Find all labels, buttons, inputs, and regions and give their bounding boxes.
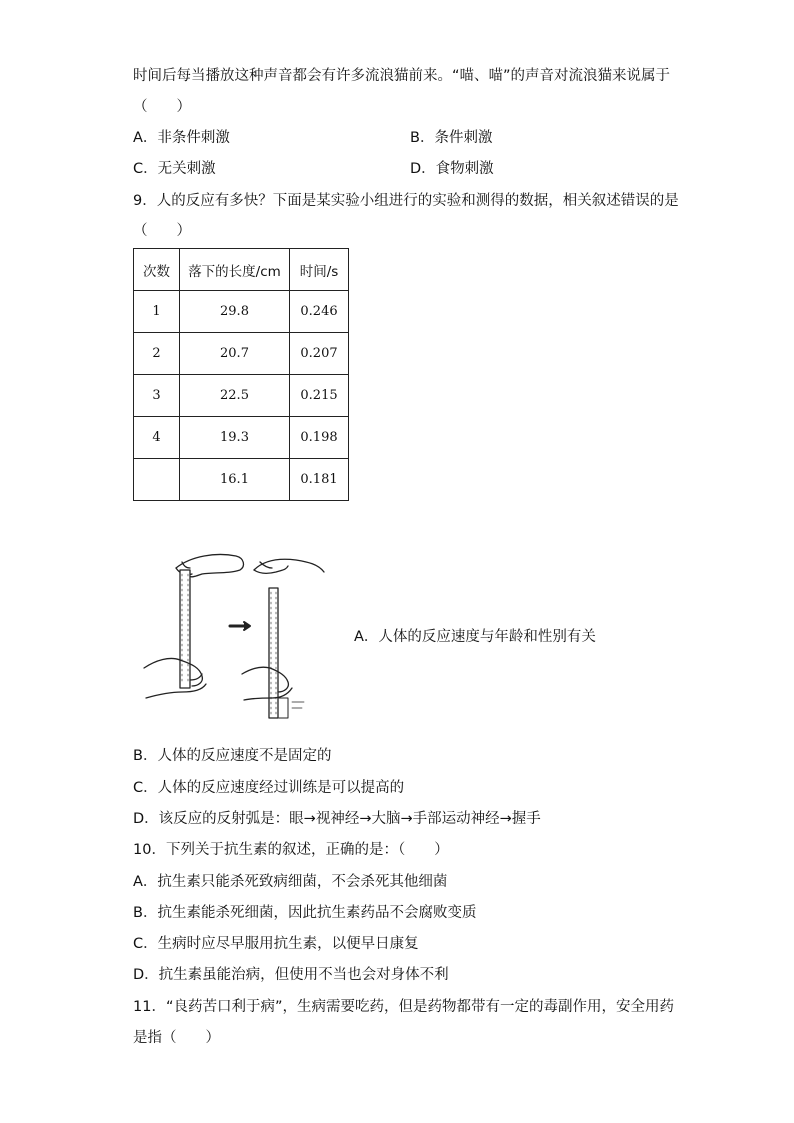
table-row bbox=[134, 417, 349, 459]
table-cell: 0.215 bbox=[290, 375, 349, 417]
q8-option-d[interactable]: D．食物刺激 bbox=[410, 161, 494, 177]
table-cell: 22.5 bbox=[180, 375, 290, 417]
table-row bbox=[134, 333, 349, 375]
table-row bbox=[134, 375, 349, 417]
q10-stem: 10．下列关于抗生素的叙述，正确的是：（ ） bbox=[133, 842, 449, 858]
table-cell: 0.246 bbox=[290, 291, 349, 333]
table-cell: 29.8 bbox=[180, 291, 290, 333]
q10-option-b[interactable]: B．抗生素能杀死细菌，因此抗生素药品不会腐败变质 bbox=[133, 905, 477, 921]
q9-stem: 9．人的反应有多快？下面是某实验小组进行的实验和测得的数据，相关叙述错误的是 bbox=[133, 193, 679, 209]
q9-option-b[interactable]: B．人体的反应速度不是固定的 bbox=[133, 748, 332, 764]
table-cell: 0.181 bbox=[290, 459, 349, 501]
reaction-data-table bbox=[133, 248, 349, 501]
table-cell: 2 bbox=[134, 333, 180, 375]
q9-option-d[interactable]: D．该反应的反射弧是：眼→视神经→大脑→手部运动神经→握手 bbox=[133, 811, 541, 827]
q8-option-c[interactable]: C．无关刺激 bbox=[133, 161, 216, 177]
q8-stem-tail: 时间后每当播放这种声音都会有许多流浪猫前来。“喵、喵”的声音对流浪猫来说属于 bbox=[133, 68, 671, 84]
q9-option-c[interactable]: C．人体的反应速度经过训练是可以提高的 bbox=[133, 780, 405, 796]
table-cell: 20.7 bbox=[180, 333, 290, 375]
table-header-cell: 时间/s bbox=[290, 249, 349, 291]
table-cell bbox=[134, 459, 180, 501]
table-cell: 1 bbox=[134, 291, 180, 333]
table-cell: 19.3 bbox=[180, 417, 290, 459]
q11-stem-line1: 11．“良药苦口利于病”，生病需要吃药，但是药物都带有一定的毒副作用，安全用药 bbox=[133, 999, 674, 1015]
table-cell: 3 bbox=[134, 375, 180, 417]
q9-answer-paren: （ ） bbox=[133, 223, 191, 239]
table-row bbox=[134, 291, 349, 333]
ruler-drop-experiment-illustration bbox=[136, 548, 336, 726]
q8-option-b[interactable]: B．条件刺激 bbox=[410, 130, 493, 146]
table-cell: 0.207 bbox=[290, 333, 349, 375]
table-cell: 16.1 bbox=[180, 459, 290, 501]
table-header-cell: 落下的长度/cm bbox=[180, 249, 290, 291]
q9-option-a[interactable]: A．人体的反应速度与年龄和性别有关 bbox=[354, 629, 596, 645]
q11-stem-line2: 是指（ ） bbox=[133, 1030, 220, 1046]
table-header-row bbox=[134, 249, 349, 291]
q8-option-a[interactable]: A．非条件刺激 bbox=[133, 130, 230, 146]
q8-answer-paren: （ ） bbox=[133, 99, 191, 115]
table-cell: 0.198 bbox=[290, 417, 349, 459]
q10-option-a[interactable]: A．抗生素只能杀死致病细菌，不会杀死其他细菌 bbox=[133, 874, 448, 890]
table-header-cell: 次数 bbox=[134, 249, 180, 291]
table-cell: 4 bbox=[134, 417, 180, 459]
table-row bbox=[134, 459, 349, 501]
q10-option-d[interactable]: D．抗生素虽能治病，但使用不当也会对身体不利 bbox=[133, 967, 449, 983]
q10-option-c[interactable]: C．生病时应尽早服用抗生素，以便早日康复 bbox=[133, 936, 419, 952]
